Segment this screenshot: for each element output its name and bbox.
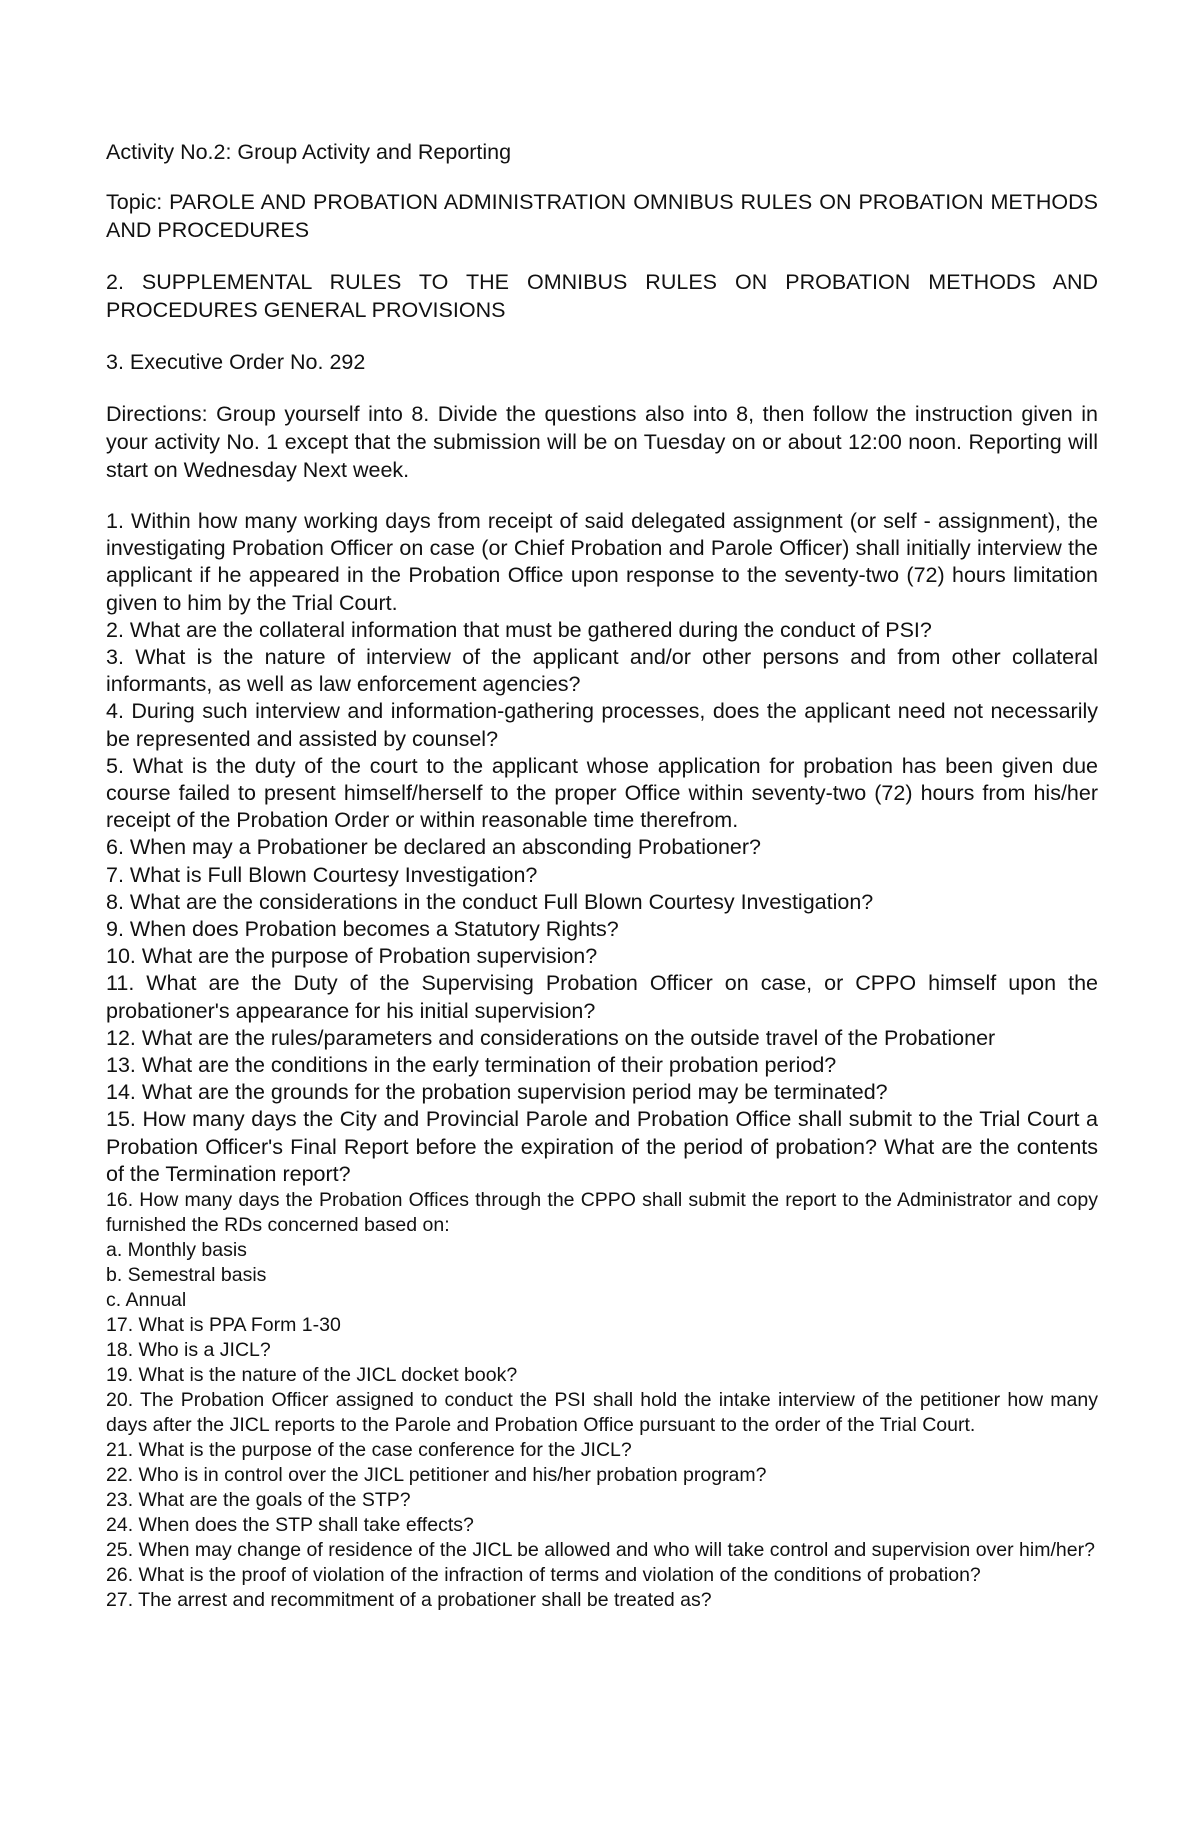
list-item: 3. What is the nature of interview of the applicant and/or other persons and from other collateral informants, as well as law enforcement agencies? xyxy=(106,645,1098,697)
list-item: c. Annual xyxy=(106,1289,187,1312)
list-item: 7. What is Full Blown Courtesy Investigation? xyxy=(106,862,538,887)
list-item: 16. How many days the Probation Offices through the CPPO shall submit the report to the Administrator and copy furnished the RDs concerned based on: xyxy=(106,1189,1098,1237)
list-item: b. Semestral basis xyxy=(106,1264,267,1287)
executive-order-line: 3. Executive Order No. 292 xyxy=(106,350,366,374)
list-item: 21. What is the purpose of the case conference for the JICL? xyxy=(106,1439,632,1462)
list-item: 27. The arrest and recommitment of a probationer shall be treated as? xyxy=(106,1589,712,1612)
list-item: 19. What is the nature of the JICL docket book? xyxy=(106,1364,518,1387)
list-item: 22. Who is in control over the JICL petitioner and his/her probation program? xyxy=(106,1464,767,1487)
list-item: 18. Who is a JICL? xyxy=(106,1339,271,1362)
list-item: 26. What is the proof of violation of the infraction of terms and violation of the conditions of probation? xyxy=(106,1564,981,1587)
list-item: 15. How many days the City and Provincial Parole and Probation Office shall submit to the Trial Court a Probation Officer's Final Report before the expiration of the period of probation? What are the contents of the Termination report? xyxy=(106,1107,1098,1186)
list-item: 5. What is the duty of the court to the applicant whose application for probation has been given due course failed to present himself/herself to the proper Office within seventy-two (72) hours from his/her receipt of the Probation Order or within reasonable time therefrom. xyxy=(106,753,1098,833)
activity-heading: Activity No.2: Group Activity and Reporting xyxy=(106,140,512,164)
list-item: 23. What are the goals of the STP? xyxy=(106,1489,411,1512)
list-item: 11. What are the Duty of the Supervising Probation Officer on case, or CPPO himself upon the probationer's appearance for his initial supervision? xyxy=(106,971,1098,1023)
list-item: a. Monthly basis xyxy=(106,1239,247,1262)
list-item: 2. What are the collateral information that must be gathered during the conduct of PSI? xyxy=(106,617,932,642)
list-item: 17. What is PPA Form 1-30 xyxy=(106,1314,341,1337)
directions-paragraph: Directions: Group yourself into 8. Divide the questions also into 8, then follow the instruction given in your activity No. 1 except that the submission will be on Tuesday on or about 12:00 noon. Reporting will start on Wednesday Next week. xyxy=(106,402,1098,482)
topic-paragraph: Topic: PAROLE AND PROBATION ADMINISTRATION OMNIBUS RULES ON PROBATION METHODS AND PROCEDURES xyxy=(106,190,1098,242)
list-item: 14. What are the grounds for the probation supervision period may be terminated? xyxy=(106,1080,888,1105)
list-item: 20. The Probation Officer assigned to conduct the PSI shall hold the intake interview of the petitioner how many days after the JICL reports to the Parole and Probation Office pursuant to the order of the Trial Court. xyxy=(106,1389,1098,1437)
list-item: 9. When does Probation becomes a Statutory Rights? xyxy=(106,917,619,942)
list-item: 25. When may change of residence of the JICL be allowed and who will take control and supervision over him/her? xyxy=(106,1539,1095,1562)
supplemental-rules-paragraph: 2. SUPPLEMENTAL RULES TO THE OMNIBUS RULES ON PROBATION METHODS AND PROCEDURES GENERAL PROVISIONS xyxy=(106,270,1098,322)
list-item: 10. What are the purpose of Probation supervision? xyxy=(106,944,598,969)
list-item: 4. During such interview and information-gathering processes, does the applicant need not necessarily be represented and assisted by counsel? xyxy=(106,699,1098,751)
list-item: 1. Within how many working days from receipt of said delegated assignment (or self - assignment), the investigating Probation Officer on case (or Chief Probation and Parole Officer) shall initially interview the applicant if he appeared in the Probation Office upon response to the seventy-two (72) hours limitation given to him by the Trial Court. xyxy=(106,509,1098,615)
list-item: 12. What are the rules/parameters and considerations on the outside travel of the Probationer xyxy=(106,1025,996,1050)
list-item: 13. What are the conditions in the early termination of their probation period? xyxy=(106,1053,837,1078)
list-item: 24. When does the STP shall take effects? xyxy=(106,1514,474,1537)
question-list xyxy=(106,508,1098,1613)
document-body xyxy=(106,138,1098,1613)
list-item: 6. When may a Probationer be declared an absconding Probationer? xyxy=(106,835,761,860)
list-item: 8. What are the considerations in the conduct Full Blown Courtesy Investigation? xyxy=(106,889,874,914)
